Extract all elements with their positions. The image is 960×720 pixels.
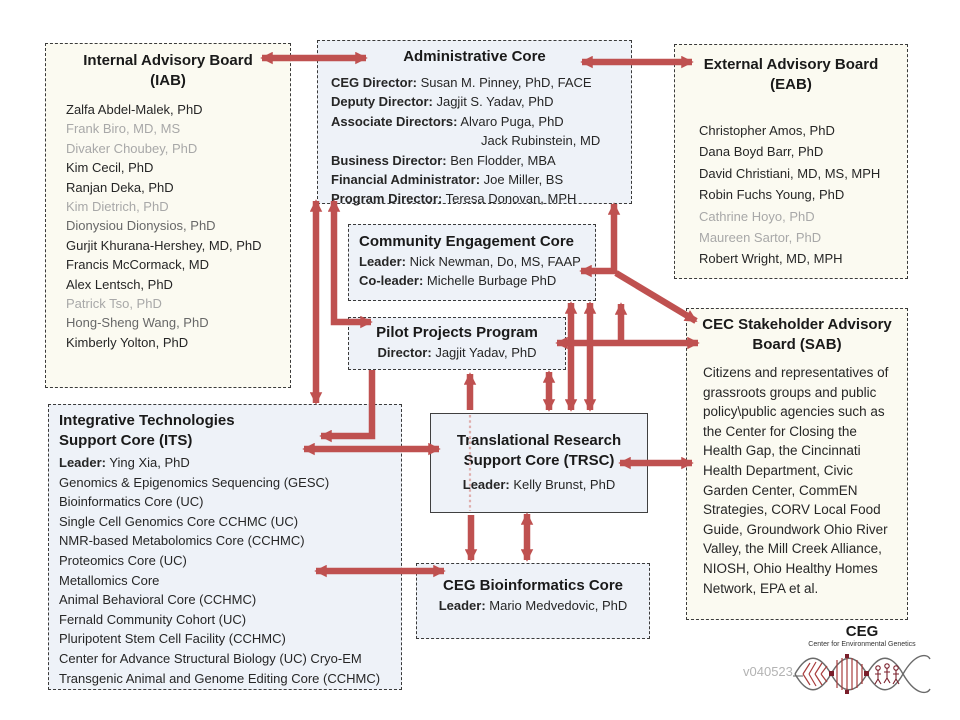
community-engagement-field: Leader: Nick Newman, Do, MS, FAAP [359,254,581,269]
iab-member: Kim Dietrich, PhD [66,199,169,215]
dna-helix-icon [793,649,931,699]
version-stamp: v040523 [743,664,793,679]
admin-core-field: Associate Directors: Alvaro Puga, PhD [331,113,564,129]
iab-member: Divaker Choubey, PhD [66,140,198,156]
its-leader [49,453,401,473]
admin-core-field: Business Director: Ben Flodder, MBA [331,152,556,168]
ceg-logo [782,624,942,704]
iab-member: Zalfa Abdel-Malek, PhD [66,102,203,117]
iab-member-list [46,100,290,352]
eab-member: Robin Fuchs Young, PhD [699,187,845,203]
admin-core-field: Financial Administrator: Joe Miller, BS [331,172,564,188]
eab-member: David Christiani, MD, MS, MPH [699,165,881,181]
ceg-logo-acronym: CEG [845,623,879,640]
iab-member: Gurjit Khurana-Hershey, MD, PhD [66,237,262,253]
sab-title [687,315,907,355]
eab-title [675,55,907,95]
iab-member: Patrick Tso, PhD [66,296,162,312]
eab-title-line2: (EAB) [770,76,812,93]
eab-member-list [675,120,907,270]
iab-member: Francis McCormack, MD [66,257,210,273]
bioinformatics-leader [417,596,649,615]
pilot-projects-field: Director: Jagjit Yadav, PhD [377,345,537,360]
eab-member: Dana Boyd Barr, PhD [699,144,824,160]
its-facility-list [49,473,401,689]
eab-title-line1: External Advisory Board [703,56,879,73]
community-engagement-box [348,224,596,301]
admin-core-field: Jack Rubinstein, MD [481,133,601,149]
community-engagement-title: Community Engagement Core [359,233,575,250]
its-leader-field: Leader: Ying Xia, PhD [59,455,190,470]
admin-core-field: Program Director: Teresa Donovan, MPH [331,191,577,207]
its-title-line2: Support Core (ITS) [59,432,193,449]
trsc-leader [431,475,647,494]
trsc-title-line1: Translational Research [456,432,622,449]
admin-core-title: Administrative Core [403,48,546,65]
eab-member: Christopher Amos, PhD [699,123,835,138]
bioinformatics-box [416,563,650,639]
bioinformatics-leader-field: Leader: Mario Medvedovic, PhD [438,598,628,613]
its-box [48,404,402,690]
trsc-box [430,413,648,513]
its-facility: Proteomics Core (UC) [59,552,187,568]
sab-description: Citizens and representatives of grassroots groups and public policy\public agencies such as the Center for Closing the Health Gap, the Cincinnati Health Department, Civic Garden Center, CommEN Strategies, CORV Local Food Guide, Groundwork Ohio River Valley, the Mill Creek Alliance, NIOSH, Ohio Healthy Homes Network, EPA et al. [703,365,889,596]
admin-core-field: CEG Director: Susan M. Pinney, PhD, FACE [331,75,592,90]
its-facility: Single Cell Genomics Core CCHMC (UC) [59,513,299,529]
trsc-title [431,431,647,471]
community-engagement-field: Co-leader: Michelle Burbage PhD [359,273,557,289]
sab-title-line1: CEC Stakeholder Advisory [702,316,892,333]
admin-core-box [317,40,632,207]
admin-core-fields [318,73,631,209]
eab-member: Cathrine Hoyo, PhD [699,208,815,224]
community-engagement-fields [349,252,595,291]
trsc-leader-field: Leader: Kelly Brunst, PhD [462,477,616,492]
iab-member: Alex Lentsch, PhD [66,276,173,292]
iab-member: Kimberly Yolton, PhD [66,334,189,350]
iab-member: Hong-Sheng Wang, PhD [66,315,209,331]
its-facility: NMR-based Metabolomics Core (CCHMC) [59,533,305,549]
trsc-title-line2: Support Core (TRSC) [463,452,615,469]
its-facility: Pluripotent Stem Cell Facility (CCHMC) [59,631,286,647]
its-title [59,411,401,451]
pilot-projects-box [348,317,566,370]
its-title-line1: Integrative Technologies [59,412,235,429]
iab-title-line2: (IAB) [150,72,186,89]
iab-member: Dionysiou Dionysios, PhD [66,218,216,234]
pilot-projects-title: Pilot Projects Program [376,324,538,341]
its-facility: Center for Advance Structural Biology (UC) Cryo-EM [59,650,362,666]
sab-box [686,308,908,620]
its-facility: Metallomics Core [59,572,160,588]
bioinformatics-title: CEG Bioinformatics Core [442,577,624,594]
admin-core-field: Deputy Director: Jagjit S. Yadav, PhD [331,94,554,110]
its-facility: Bioinformatics Core (UC) [59,494,204,510]
iab-member: Ranjan Deka, PhD [66,179,174,195]
its-facility: Genomics & Epigenomics Sequencing (GESC) [59,474,330,490]
sab-title-line2: Board (SAB) [752,336,842,353]
eab-box [674,44,908,279]
ceg-logo-subtitle: Center for Environmental Genetics [808,641,916,648]
eab-member: Robert Wright, MD, MPH [699,251,843,267]
its-facility: Fernald Community Cohort (UC) [59,611,247,627]
connector-admin-sab-diagonal [616,273,696,321]
its-facility: Transgenic Animal and Genome Editing Core (CCHMC) [59,670,381,686]
iab-title-line1: Internal Advisory Board [83,52,253,69]
its-facility: Animal Behavioral Core (CCHMC) [59,592,257,608]
iab-title [46,51,290,91]
iab-box [45,43,291,388]
iab-member: Frank Biro, MD, MS [66,121,181,137]
iab-member: Kim Cecil, PhD [66,160,154,176]
pilot-projects-fields [349,343,565,362]
eab-member: Maureen Sartor, PhD [699,230,822,246]
